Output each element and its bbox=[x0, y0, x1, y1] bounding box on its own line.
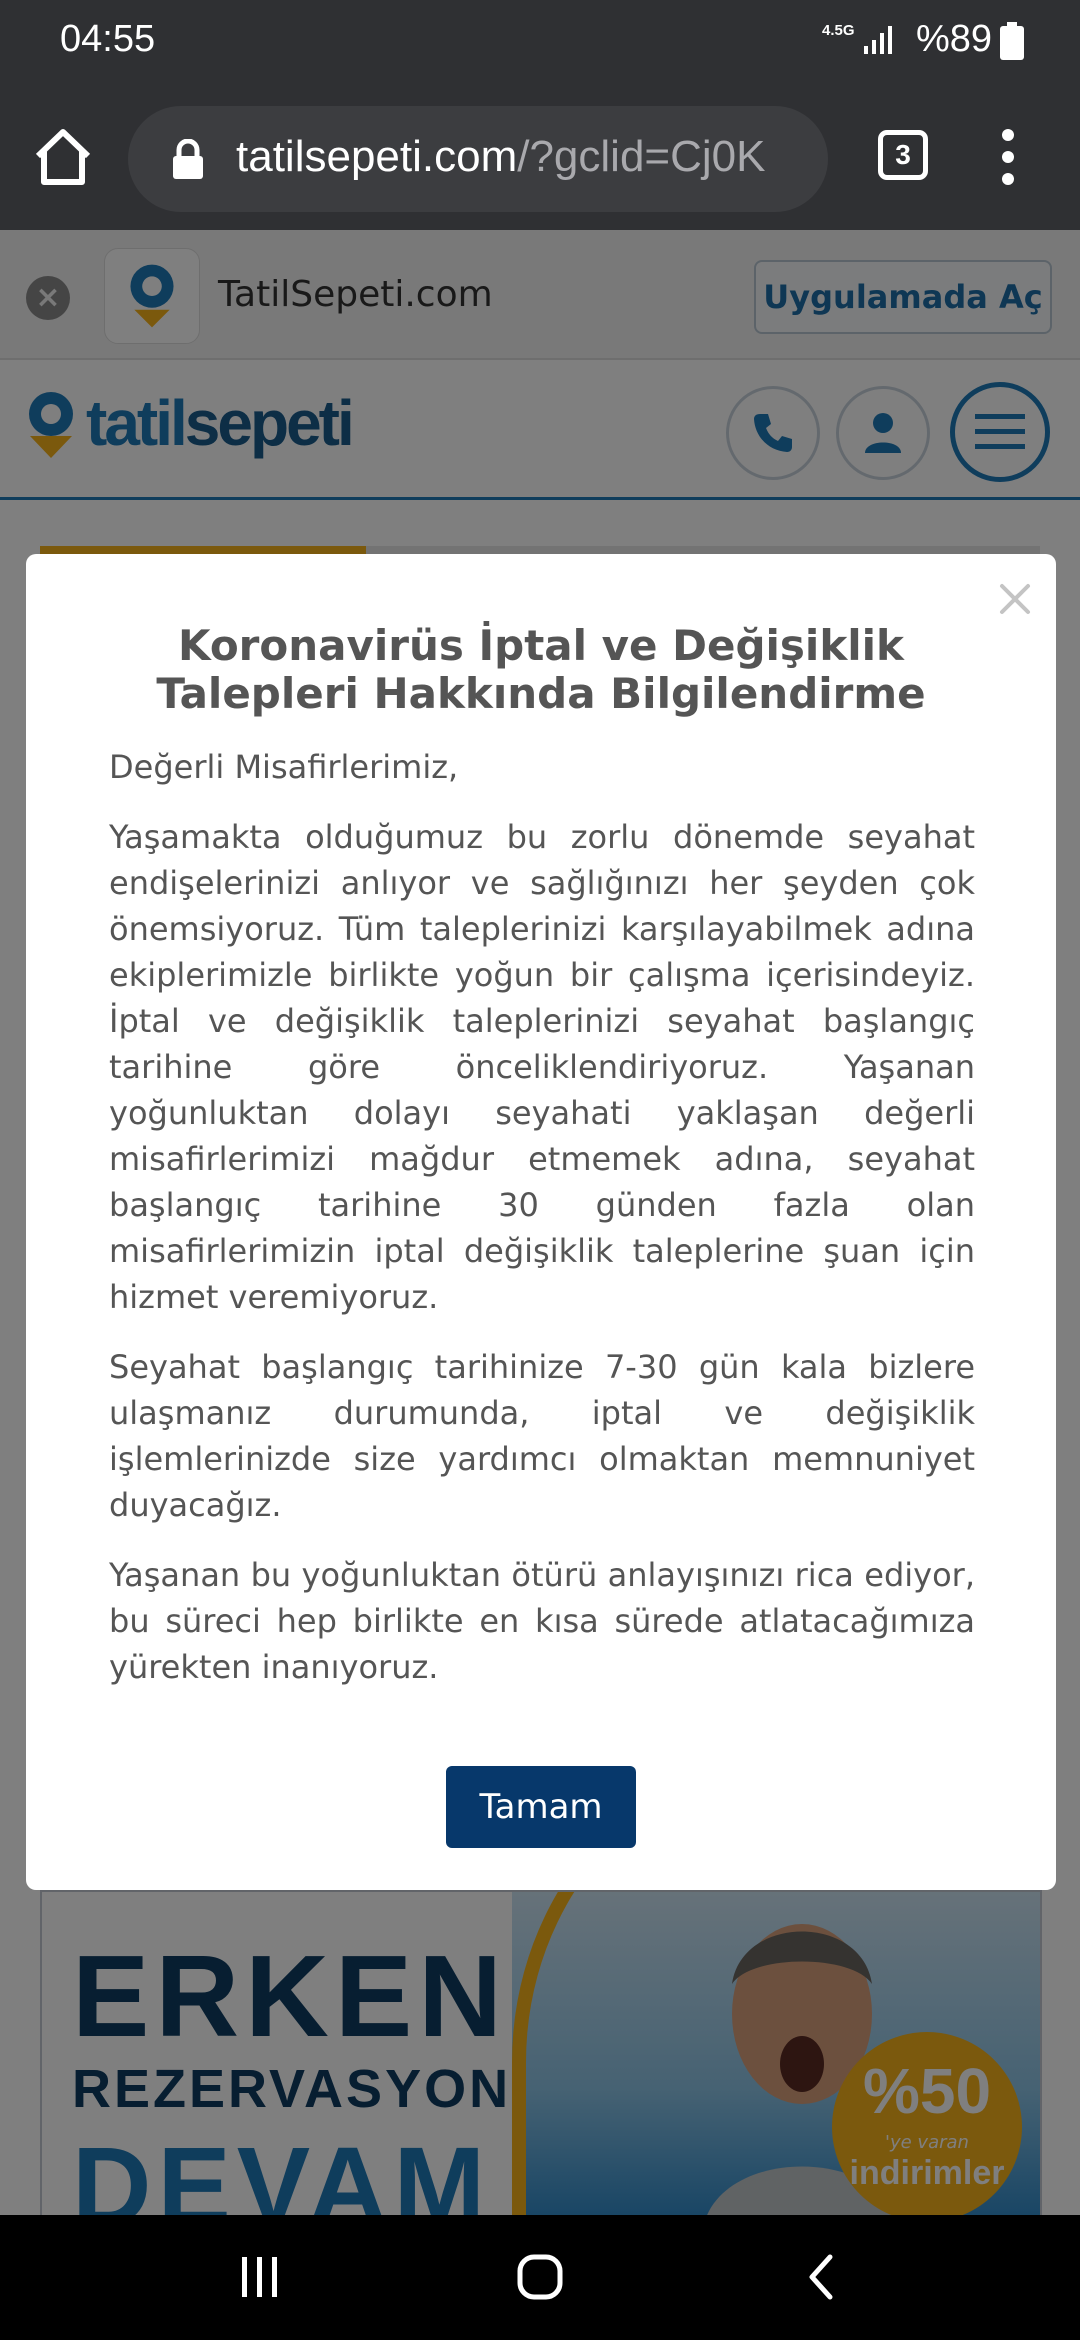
battery-percent: %89 bbox=[916, 18, 993, 60]
tab-switcher-button[interactable]: 3 bbox=[878, 130, 928, 180]
home-icon[interactable] bbox=[30, 124, 96, 190]
modal-paragraph-2: Seyahat başlangıç tarihinize 7-30 gün kala bizlere ulaşmanız durumunda, iptal ve değişiklik işlemlerinizde size yardımcı olmaktan memnuniyet duyacağız. bbox=[109, 1348, 975, 1524]
close-icon[interactable] bbox=[990, 574, 1040, 624]
status-time: 04:55 bbox=[60, 18, 156, 60]
recent-apps-icon[interactable] bbox=[240, 2255, 280, 2299]
modal-paragraph-3: Yaşanan bu yoğunluktan ötürü anlayışınızı rica ediyor, bu süreci hep birlikte en kısa sürede atlatacağımıza yürekten inanıyoruz. bbox=[109, 1556, 975, 1686]
network-type-label: 4.5G bbox=[822, 22, 855, 39]
url-domain: tatilsepeti.com bbox=[236, 132, 518, 181]
battery-icon bbox=[1000, 22, 1024, 60]
back-icon[interactable] bbox=[806, 2253, 836, 2301]
address-bar[interactable] bbox=[128, 106, 828, 212]
lock-icon bbox=[172, 139, 204, 179]
home-nav-icon[interactable] bbox=[516, 2253, 564, 2301]
modal-title: Koronavirüs İptal ve Değişiklik Talepleri Hakkında Bilgilendirme bbox=[156, 621, 926, 718]
url-text[interactable] bbox=[236, 132, 766, 182]
modal-greeting: Değerli Misafirlerimiz, bbox=[109, 748, 459, 786]
system-navigation-bar bbox=[0, 2215, 1080, 2340]
more-options-icon[interactable] bbox=[990, 124, 1026, 190]
covid-info-modal bbox=[26, 554, 1056, 1890]
url-query: /?gclid=Cj0K bbox=[517, 132, 766, 181]
modal-body bbox=[109, 744, 975, 1714]
browser-toolbar bbox=[0, 84, 1080, 230]
status-bar bbox=[0, 0, 1080, 84]
signal-icon bbox=[862, 24, 896, 56]
ok-button[interactable]: Tamam bbox=[446, 1766, 636, 1848]
modal-paragraph-1: Yaşamakta olduğumuz bu zorlu dönemde seyahat endişelerinizi anlıyor ve sağlığınızı her şeyden çok önemsiyoruz. Tüm taleplerinizi karşılayabilmek adına ekiplerimizle birlikte yoğun bir çalışma içerisindeyiz. İptal ve değişiklik taleplerinizi seyahat başlangıç tarihine göre önceliklendiriyoruz. Yaşanan yoğunluktan dolayı seyahati yaklaşan değerli misafirlerimizi mağdur etmemek adına, seyahat başlangıç tarihine 30 günden fazla olan misafirlerimizin iptal değişiklik taleplerine şuan için hizmet veremiyoruz. bbox=[109, 818, 975, 1316]
